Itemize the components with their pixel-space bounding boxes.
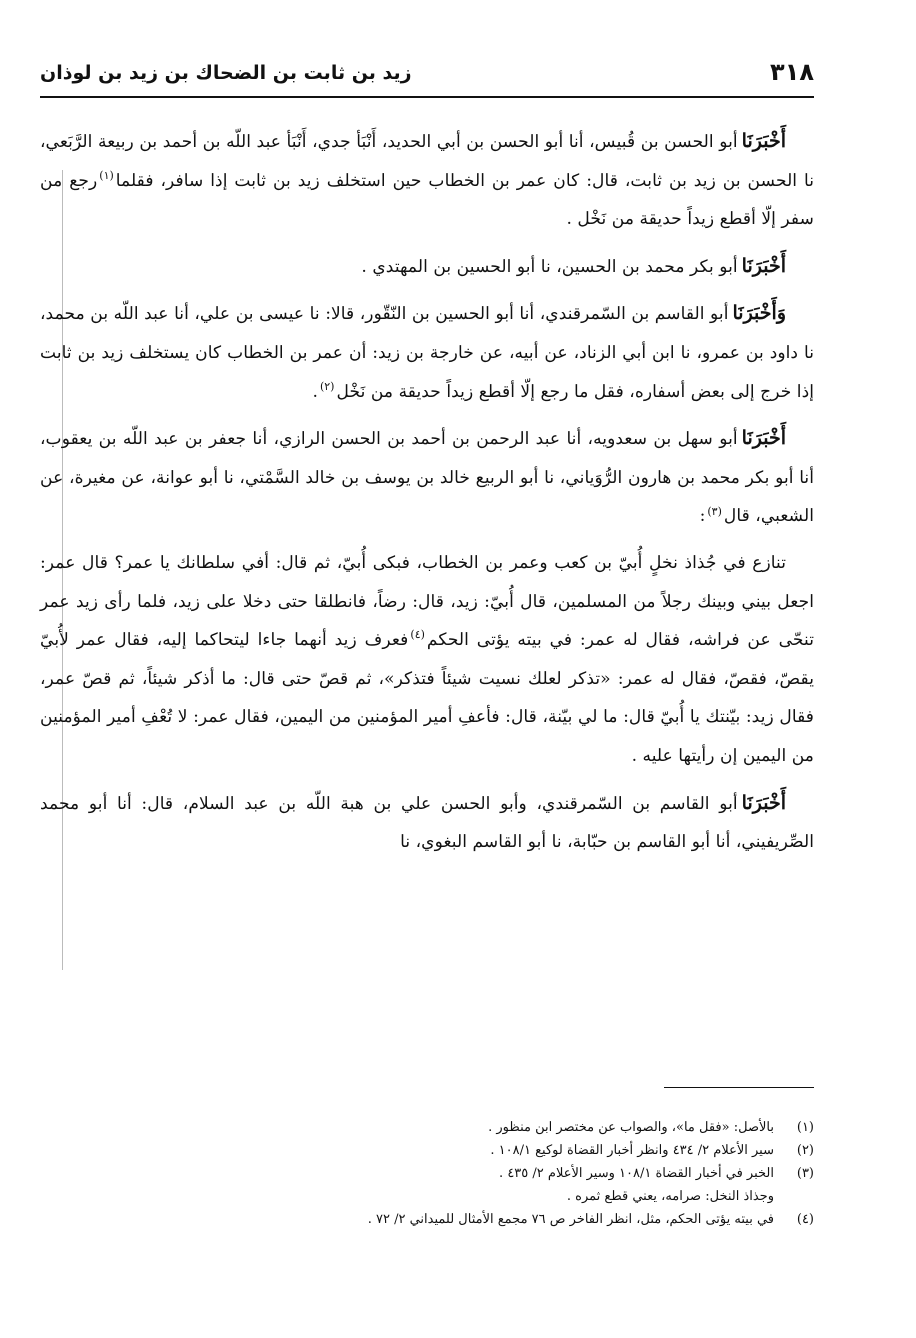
footnote-reference: (٤) [410,628,425,642]
footnote [40,1139,814,1162]
footnote-continuation [40,1185,814,1208]
wa-akhbarana-keyword: وَأَخْبَرَنَا [732,302,786,325]
paragraph [40,294,814,411]
paragraph-text: أبو الحسن بن قُبيس، أنا أبو الحسن بن أبي الحديد، أَنْبَأ جدي، أَنْبَأ عبد اللّه بن أحمد بن ربيعة الرَّبَعي، نا الحسن بن زيد بن ثابت، قال: كان عمر بن الخطاب حين استخلف زيد بن ثابت إذا سافر، فقلما [40,132,815,191]
footnotes [40,1116,814,1231]
footnote-text: في بيته يؤتى الحكم، مثل، انظر الفاخر ص ٧٦ مجمع الأمثال للميداني ٢/ ٧٢ . [367,1212,774,1227]
footnote-text: وجذاذ النخل: صرامه، يعني قطع ثمره . [566,1189,774,1204]
footnote-divider [664,1087,814,1088]
paragraph-text: أبو القاسم بن السّمرقندي، وأبو الحسن علي بن هبة اللّه بن عبد السلام، قال: أنا أبو محمد الصِّريفيني، أنا أبو القاسم بن حبّابة، نا أبو القاسم البغوي، نا [40,793,814,853]
footnote-reference: (١) [99,168,114,182]
paragraph-text: . [312,381,318,402]
footnote-number: (٣) [796,1166,814,1181]
paragraph-text: : [699,506,706,527]
paragraph-text: أبو بكر محمد بن الحسين، نا أبو الحسين بن المهتدي . [361,256,738,277]
footnote-number: (١) [796,1120,814,1135]
paragraph-text: فعرف زيد أنهما جاءا ليتحاكما إليه، فقال عمر لأُبيّ يقصّ، فقصّ، فقال له عمر: «تذكر لعلك نسيت شيئاً فتذكر»، ثم قصّ حتى قال: ما أذكر شيئاً، ثم قصّ عمر، فقال زيد: بيّنتك يا أُبيّ قال: ما لي بيّنة، قال: فأعفِ أمير المؤمنين من اليمين، فقال عمر: لا تُعْفِ أمير المؤمنين من اليمين إن رأيتها عليه . [40,630,814,766]
page-number: ٣١٨ [770,58,814,86]
main-text [40,122,814,870]
akhbarana-keyword: أَخْبَرَنَا [741,427,786,450]
paragraph [40,784,814,862]
page-header [40,56,814,98]
paragraph [40,544,814,776]
paragraph-text: أبو سهل بن سعدويه، أنا عبد الرحمن بن أحمد بن الحسن الرازي، أنا جعفر بن عبد اللّه بن يعقوب، أنا أبو بكر محمد بن هارون الرُّوَياني، نا أبو الربيع خالد بن يوسف بن خالد السَّمْتي، نا أبو عوانة، عن مغيرة، عن الشعبي، قال [40,429,814,527]
paragraph [40,419,814,536]
footnote-reference: (٣) [707,504,722,518]
paragraph [40,247,814,287]
akhbarana-keyword: أَخْبَرَنَا [741,791,786,814]
running-head: زيد بن ثابت بن الضحاك بن زيد بن لوذان [40,62,412,84]
paragraph-text: رجع من سفر إلّا أقطع زيداً حديقة من نَخْل . [40,170,814,230]
paragraph [40,122,814,239]
footnote-number: (٢) [796,1143,814,1158]
akhbarana-keyword: أَخْبَرَنَا [741,130,786,152]
paragraph-text: أبو القاسم بن السّمرقندي، أنا أبو الحسين بن النّقّور، قالا: نا عيسى بن علي، أنا عبد اللّه بن محمد، نا داود بن عمرو، نا ابن أبي الزناد، عن أبيه، عن خارجة بن زيد: أن عمر بن الخطاب كان يستخلف زيد بن ثابت إذا خرج إلى بعض أسفاره، فقل ما رجع إلّا أقطع زيداً حديقة من نَخْل [40,304,814,402]
footnote-text: بالأصل: «فقل ما»، والصواب عن مختصر ابن منظور . [488,1120,774,1135]
footnote-reference: (٢) [319,379,335,393]
footnote [40,1208,814,1231]
footnote [40,1116,814,1139]
footnote-number: (٤) [796,1212,814,1227]
akhbarana-keyword: أَخْبَرَنَا [741,254,786,277]
footnote-text: سير الأعلام ٢/ ٤٣٤ وانظر أخبار القضاة لوكيع ١٠٨/١ . [490,1143,774,1158]
paragraph-text: تنازع في جُذاذ نخلٍ أُبيّ بن كعب وعمر بن الخطاب، فبكى أُبيّ، ثم قال: أفي سلطانك يا عمر؟ قال عمر: اجعل بيني وبينك رجلاً من المسلمين، قال أُبيّ: زيد، قال: رضاً، فانطلقا حتى دخلا على زيد، فلما رأى زيد عمر تنحّى عن فراشه، فقال له عمر: في بيته يؤتى الحكم [40,552,814,651]
footnote-text: الخبر في أخبار القضاة ١٠٨/١ وسير الأعلام ٢/ ٤٣٥ . [499,1166,774,1181]
footnote [40,1162,814,1185]
